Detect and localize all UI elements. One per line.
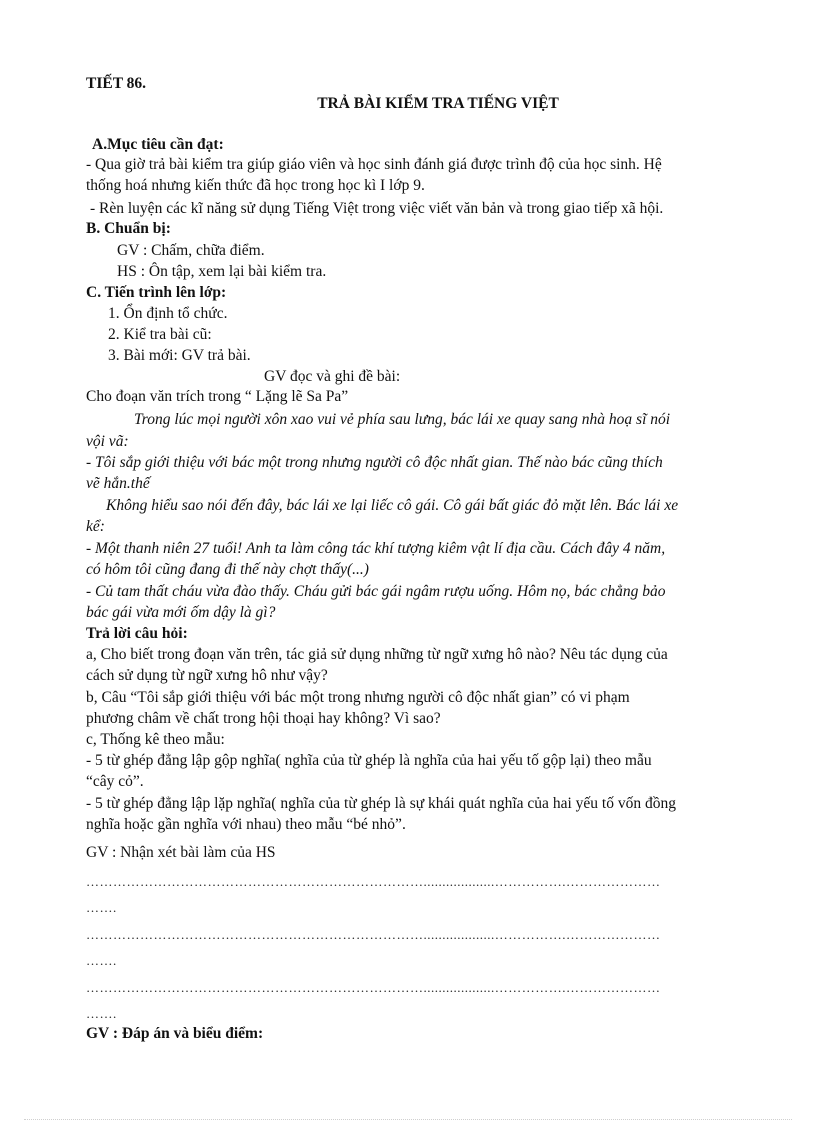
question-line: cách sử dụng từ ngữ xưng hô như vậy? <box>86 667 328 684</box>
page-bottom-divider <box>24 1119 792 1120</box>
question-line: phương châm về chất trong hội thoại hay không? Vì sao? <box>86 710 441 727</box>
answer-dotted-line-end: ……. <box>86 900 117 915</box>
section-b-heading: B. Chuẩn bị: <box>86 220 171 237</box>
answer-dotted-line: …………………………………………………………………...................…………….………………… <box>86 874 661 889</box>
passage-line: - Một thanh niên 27 tuổi! Anh ta làm công tác khí tượng kiêm vật lí địa cầu. Cách đây 4 năm, <box>86 540 666 557</box>
section-b-line: GV : Chấm, chữa điểm. <box>117 242 265 259</box>
passage-intro: Cho đoạn văn trích trong “ Lặng lẽ Sa Pa” <box>86 388 349 405</box>
answer-dotted-line-end: ……. <box>86 953 117 968</box>
question-line: a, Cho biết trong đoạn văn trên, tác giả sử dụng những từ ngữ xưng hô nào? Nêu tác dụng của <box>86 646 668 663</box>
question-line: b, Câu “Tôi sắp giới thiệu với bác một trong nhưng người cô độc nhất gian” có vi phạm <box>86 689 630 706</box>
answer-dotted-line: …………………………………………………………………...................…………….………………… <box>86 927 661 942</box>
question-line: “cây cỏ”. <box>86 773 144 790</box>
question-line: - 5 từ ghép đẳng lập lặp nghĩa( nghĩa của từ ghép là sự khái quát nghĩa của hai yếu tố vốn đồng <box>86 795 676 812</box>
passage-line: kể: <box>86 518 105 535</box>
section-a-line: - Qua giờ trả bài kiểm tra giúp giáo viên và học sinh đánh giá được trình độ của học sinh. Hệ <box>86 156 662 173</box>
page-title: TRẢ BÀI KIỂM TRA TIẾNG VIỆT <box>317 95 559 112</box>
section-c-heading: C. Tiến trình lên lớp: <box>86 284 227 301</box>
gv-read-label: GV đọc và ghi đề bài: <box>264 368 401 385</box>
section-c-step: 1. Ổn định tổ chức. <box>108 305 228 322</box>
passage-line: Trong lúc mọi người xôn xao vui vẻ phía sau lưng, bác lái xe quay sang nhà hoạ sĩ nói <box>134 411 671 428</box>
answer-dotted-line-end: ……. <box>86 1006 117 1021</box>
comment-label: GV : Nhận xét bài làm của HS <box>86 844 276 861</box>
passage-line: Không hiểu sao nói đến đây, bác lái xe lại liếc cô gái. Cô gái bất giác đỏ mặt lên. Bác lái xe <box>106 497 679 514</box>
answer-key-heading: GV : Đáp án và biểu điểm: <box>86 1025 264 1042</box>
passage-line: vẽ hắn.thế <box>86 475 150 492</box>
section-a-heading: A.Mục tiêu cần đạt: <box>92 136 224 153</box>
lesson-number: TIẾT 86. <box>86 75 147 92</box>
questions-heading: Trả lời câu hỏi: <box>86 625 188 642</box>
section-b-line: HS : Ôn tập, xem lại bài kiểm tra. <box>117 263 327 280</box>
question-line: nghĩa hoặc gần nghĩa với nhau) theo mẫu “bé nhỏ”. <box>86 816 406 833</box>
question-line: c, Thống kê theo mẫu: <box>86 731 225 748</box>
section-a-line: thống hoá nhưng kiến thức đã học trong học kì I lớp 9. <box>86 177 425 194</box>
section-c-step: 3. Bài mới: GV trả bài. <box>108 347 251 364</box>
passage-line: có hôm tôi cũng đang đi thế này chợt thấy(...) <box>86 561 369 578</box>
passage-line: vội vã: <box>86 433 129 450</box>
section-c-step: 2. Kiể tra bài cũ: <box>108 326 212 343</box>
question-line: - 5 từ ghép đẳng lập gộp nghĩa( nghĩa của từ ghép là nghĩa của hai yếu tố gộp lại) theo mẫu <box>86 752 652 769</box>
passage-line: - Củ tam thất cháu vừa đào thấy. Cháu gửi bác gái ngâm rượu uống. Hôm nọ, bác chẳng bảo <box>86 583 666 600</box>
passage-line: bác gái vừa mới ốm dậy là gì? <box>86 604 276 621</box>
answer-dotted-line: …………………………………………………………………...................…………….………………… <box>86 980 661 995</box>
passage-line: - Tôi sắp giới thiệu với bác một trong nhưng người cô độc nhất gian. Thế nào bác cũng thích <box>86 454 663 471</box>
section-a-line: - Rèn luyện các kĩ năng sử dụng Tiếng Việt trong việc viết văn bản và trong giao tiếp xã hội. <box>90 200 664 217</box>
